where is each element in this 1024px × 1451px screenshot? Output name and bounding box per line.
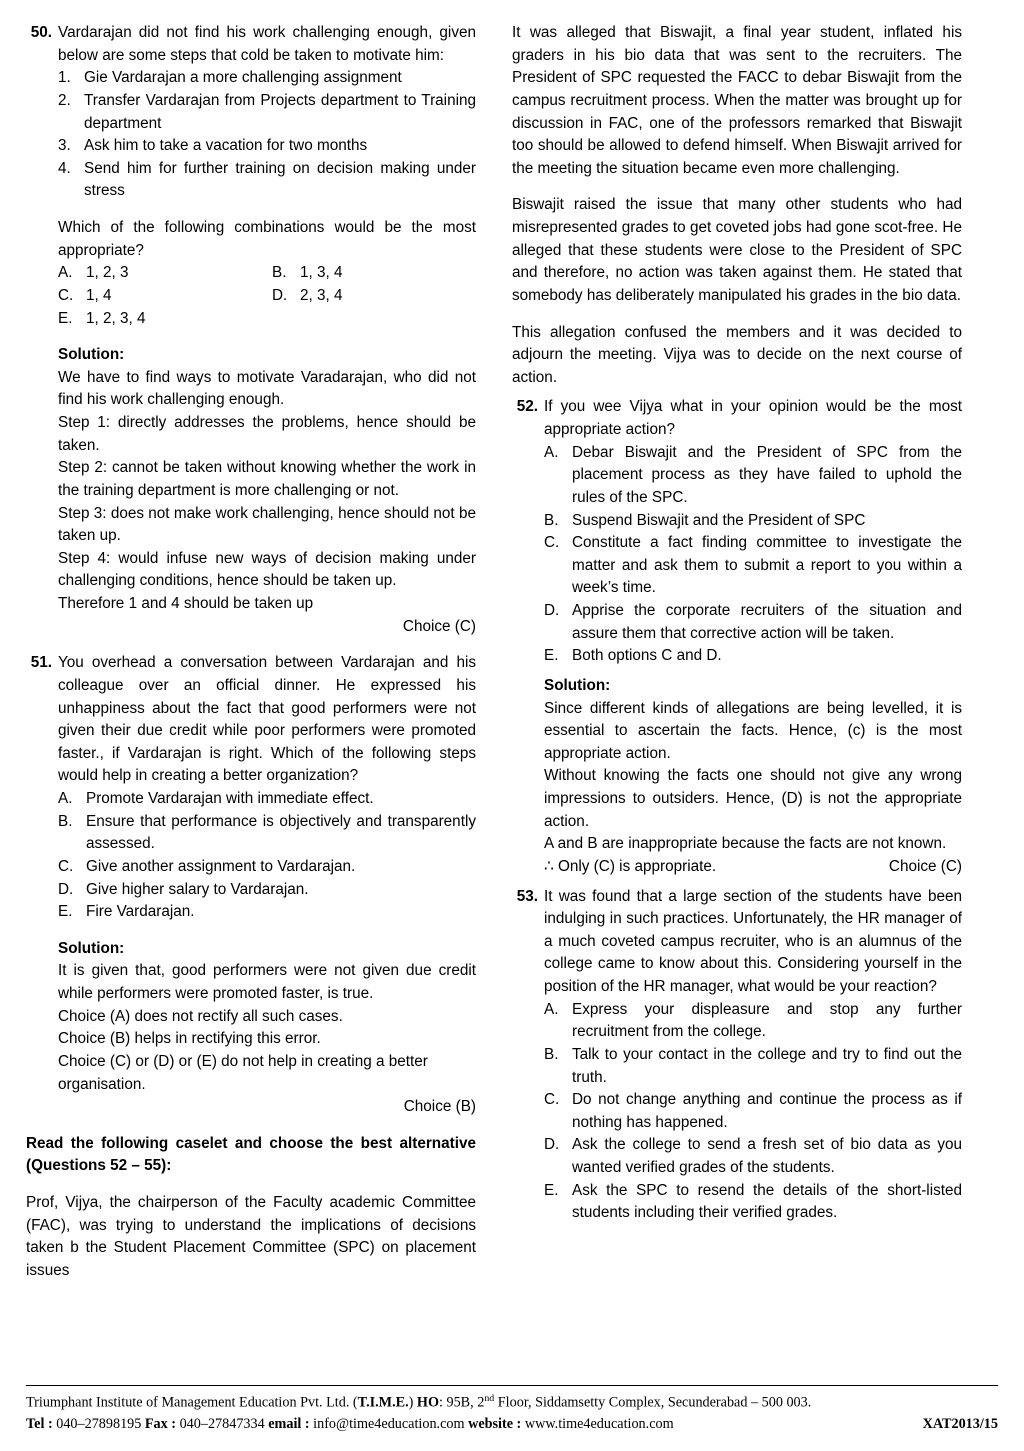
footer-contact-line [26, 1414, 998, 1435]
step-marker: 1. [58, 69, 71, 87]
solution-line: Choice (C) or (D) or (E) do not help in creating a better organisation. [58, 1052, 428, 1093]
option-label: B. [544, 511, 559, 529]
option-text: Promote Vardarajan with immediate effect. [86, 790, 374, 807]
option-d[interactable] [544, 1134, 962, 1179]
footer-website[interactable]: www.time4education.com [521, 1415, 674, 1432]
question-52-solution-heading: Solution: [544, 676, 611, 694]
caselet-paragraph-1: It was alleged that Biswajit, a final year student, inflated his graders in his bio data that was sent to the recruiters. The President of SPC requested the FACC to debar Biswajit from the campus recruitment process. When the matter was brought up for discussion in FAC, one of the professors remarked that Biswajit too should be allowed to defend himself. When Biswajit arrived for the meeting the situation became even more challenging. [512, 24, 962, 177]
list-item [58, 135, 476, 158]
option-a[interactable] [58, 262, 262, 285]
question-53 [512, 886, 962, 1225]
option-label: D. [544, 602, 560, 619]
footer-website-label: website : [468, 1415, 522, 1432]
solution-line: We have to find ways to motivate Varadarajan, who did not find his work challenging enough. [58, 368, 476, 409]
solution-line: Choice (B) helps in rectifying this error. [58, 1030, 321, 1048]
page-footer [26, 1385, 998, 1435]
question-53-number: 53. [516, 887, 538, 905]
option-text: Fire Vardarajan. [86, 903, 195, 921]
option-a[interactable] [544, 442, 962, 510]
option-label: D. [272, 286, 288, 304]
question-50-number: 50. [30, 24, 52, 41]
caselet-heading: Read the following caselet and choose the best alternative (Questions 52 – 55): [26, 1134, 476, 1175]
option-c[interactable] [544, 532, 962, 600]
solution-line: A and B are inappropriate because the facts are not known. [544, 835, 947, 853]
option-label: D. [58, 880, 74, 898]
solution-line: Since different kinds of allegations are being levelled, it is essential to ascertain the facts. Hence, (c) is the most appropriate action. [544, 699, 962, 762]
question-51 [26, 652, 476, 1119]
footer-fax-label: Fax : [144, 1415, 177, 1432]
option-label: D. [544, 1136, 560, 1154]
option-c[interactable] [58, 285, 262, 308]
footer-address-ordinal: nd [484, 1392, 495, 1404]
footer-exam-code: XAT2013/15 [922, 1415, 998, 1432]
option-label: B. [272, 264, 287, 282]
footer-organization-line [26, 1392, 998, 1414]
option-text: Debar Biswajit and the President of SPC from the placement process as they have failed to uphold the rules of the SPC. [572, 443, 962, 506]
option-text: Apprise the corporate recruiters of the situation and assure them that corrective action will be taken. [572, 602, 962, 642]
option-text: Ask the SPC to resend the details of the short-listed students including their verified grades. [572, 1181, 962, 1222]
option-b[interactable] [544, 510, 962, 533]
question-53-options [544, 999, 962, 1225]
option-d[interactable] [58, 879, 476, 902]
solution-line: Step 1: directly addresses the problems, hence should be taken. [58, 414, 476, 454]
solution-line: Without knowing the facts one should not give any wrong impressions to outsiders. Hence, (D) is not the appropriate action. [544, 767, 962, 830]
two-column-body [26, 22, 998, 1367]
question-51-last-line-row [58, 1051, 476, 1096]
option-e[interactable] [544, 645, 962, 668]
option-b[interactable] [272, 262, 476, 285]
list-item [58, 67, 476, 90]
option-e[interactable] [58, 901, 476, 924]
option-label: C. [58, 286, 74, 304]
option-a[interactable] [58, 788, 476, 811]
option-text: Give another assignment to Vardarajan. [86, 857, 356, 875]
caselet-intro-paragraph: Prof, Vijya, the chairperson of the Faculty academic Committee (FAC), was trying to understand the implications of decisions taken b the Student Placement Committee (SPC) on placement issues [26, 1194, 476, 1279]
question-50-prompt: Which of the following combinations would be the most appropriate? [58, 219, 476, 259]
question-50-choice: Choice (C) [402, 617, 476, 635]
list-item [58, 90, 476, 135]
step-text: Transfer Vardarajan from Projects department to Training department [84, 91, 476, 132]
question-51-choice: Choice (B) [403, 1098, 476, 1116]
option-b[interactable] [58, 811, 476, 856]
option-e[interactable] [544, 1180, 962, 1225]
option-b[interactable] [544, 1044, 962, 1089]
option-label: A. [58, 790, 73, 807]
question-50-steps [58, 67, 476, 203]
option-d[interactable] [272, 285, 476, 308]
question-51-number: 51. [30, 654, 52, 672]
option-text: Express your displeasure and stop any further recruitment from the college. [572, 1000, 962, 1041]
option-text: Talk to your contact in the college and try to find out the truth. [572, 1045, 962, 1086]
option-a[interactable] [544, 999, 962, 1044]
caselet-paragraph-3: This allegation confused the members and it was decided to adjourn the meeting. Vijya was to decide on the next course of action. [512, 323, 962, 386]
footer-email-label: email : [268, 1415, 310, 1432]
option-label: E. [544, 647, 559, 665]
question-52-stem: If you wee Vijya what in your opinion would be the most appropriate action? [544, 398, 962, 438]
option-text: Do not change anything and continue the process as if nothing has happened. [572, 1091, 962, 1131]
footer-org-suffix: ) [408, 1394, 417, 1411]
question-52-options [544, 442, 962, 668]
step-marker: 3. [58, 137, 71, 155]
step-text: Send him for further training on decision making under stress [84, 159, 476, 200]
solution-conclusion: ∴ Only (C) is appropriate. [544, 857, 717, 875]
footer-address: : 95B, 2 [439, 1394, 485, 1411]
footer-ho-label: HO [416, 1394, 439, 1411]
option-text: Both options C and D. [572, 647, 722, 665]
question-50 [26, 22, 476, 638]
option-label: A. [58, 264, 73, 282]
option-text: 2, 3, 4 [300, 286, 343, 304]
option-label: C. [544, 534, 560, 552]
footer-address-rest: Floor, Siddamsetty Complex, Secunderabad – 500 003. [494, 1394, 812, 1411]
question-53-stem: It was found that a large section of the students have been indulging in such practices. Unfortunately, the HR manager of a much coveted campus recruiter, who is an alumnus of the college came to know about this. Considering yourself in the position of the HR manager, what would be your reaction? [544, 887, 962, 995]
option-c[interactable] [544, 1089, 962, 1134]
option-label: C. [58, 857, 74, 875]
question-51-stem: You overhead a conversation between Vardarajan and his colleague over an official dinner. He expressed his unhappiness about the fact that good performers were not given their due credit while poor performers were promoted faster., if Vardarajan is right. Which of the following steps would help in creating a better organization? [58, 654, 476, 785]
footer-org-prefix: Triumphant Institute of Management Education Pvt. Ltd. ( [26, 1394, 358, 1411]
option-label: E. [58, 903, 73, 921]
footer-tel: 040–27898195 [52, 1415, 145, 1432]
left-column [26, 22, 476, 1367]
step-marker: 4. [58, 159, 71, 177]
option-e[interactable] [58, 308, 262, 331]
question-50-solution-heading: Solution: [58, 346, 125, 364]
option-text: Suspend Biswajit and the President of SPC [572, 511, 866, 529]
solution-line: Choice (A) does not rectify all such cases. [58, 1007, 343, 1025]
question-51-options [58, 788, 476, 924]
question-50-stem: Vardarajan did not find his work challenging enough, given below are some steps that cold be taken to motivate him: [58, 24, 476, 64]
step-text: Gie Vardarajan a more challenging assignment [84, 69, 402, 87]
step-marker: 2. [58, 91, 71, 109]
solution-line: Therefore 1 and 4 should be taken up [58, 595, 314, 612]
solution-line: It is given that, good performers were not given due credit while performers were promoted faster, is true. [58, 962, 476, 1002]
solution-line: Step 2: cannot be taken without knowing whether the work in the training department is more challenging or not. [58, 459, 476, 499]
solution-line: Step 4: would infuse new ways of decision making under challenging conditions, hence should be taken up. [58, 549, 476, 590]
option-label: A. [544, 1000, 559, 1018]
question-52-number: 52. [516, 398, 538, 416]
option-text: 1, 4 [86, 286, 112, 304]
option-text: 1, 2, 3, 4 [86, 309, 146, 327]
option-c[interactable] [58, 856, 476, 879]
question-50-options [58, 262, 476, 330]
right-column [512, 22, 962, 1367]
option-label: E. [544, 1181, 559, 1199]
option-text: 1, 3, 4 [300, 264, 343, 282]
question-52-choice: Choice (C) [888, 857, 962, 875]
option-d[interactable] [544, 600, 962, 645]
footer-tel-label: Tel : [26, 1415, 53, 1432]
option-text: Ask the college to send a fresh set of bio data as you wanted verified grades of the students. [572, 1136, 962, 1176]
question-52 [512, 396, 962, 878]
option-label: E. [58, 309, 73, 327]
footer-email[interactable]: info@time4education.com [309, 1415, 469, 1432]
caselet-paragraph-2: Biswajit raised the issue that many other students who had misrepresented grades to get coveted jobs had gone scot-free. He alleged that these students were close to the President of SPC and therefore, no action was taken against them. He stated that somebody has deliberately manipulated his grades in the bio data. [512, 196, 962, 304]
step-text: Ask him to take a vacation for two months [84, 137, 368, 155]
option-text: Constitute a fact finding committee to investigate the matter and ask them to submit a report to you within a week’s time. [572, 534, 962, 597]
option-text: Ensure that performance is objectively and transparently assessed. [86, 812, 476, 853]
question-51-solution-heading: Solution: [58, 939, 125, 957]
option-text: 1, 2, 3 [86, 264, 129, 282]
option-label: B. [544, 1045, 559, 1063]
list-item [58, 158, 476, 203]
question-52-conclusion-row [544, 856, 962, 879]
solution-line: Step 3: does not make work challenging, hence should not be taken up. [58, 504, 476, 545]
option-label: B. [58, 812, 73, 830]
footer-fax: 040–27847334 [176, 1415, 269, 1432]
option-text: Give higher salary to Vardarajan. [86, 880, 309, 898]
option-label: C. [544, 1091, 560, 1109]
footer-brand: T.I.M.E. [357, 1394, 409, 1411]
option-label: A. [544, 443, 559, 461]
